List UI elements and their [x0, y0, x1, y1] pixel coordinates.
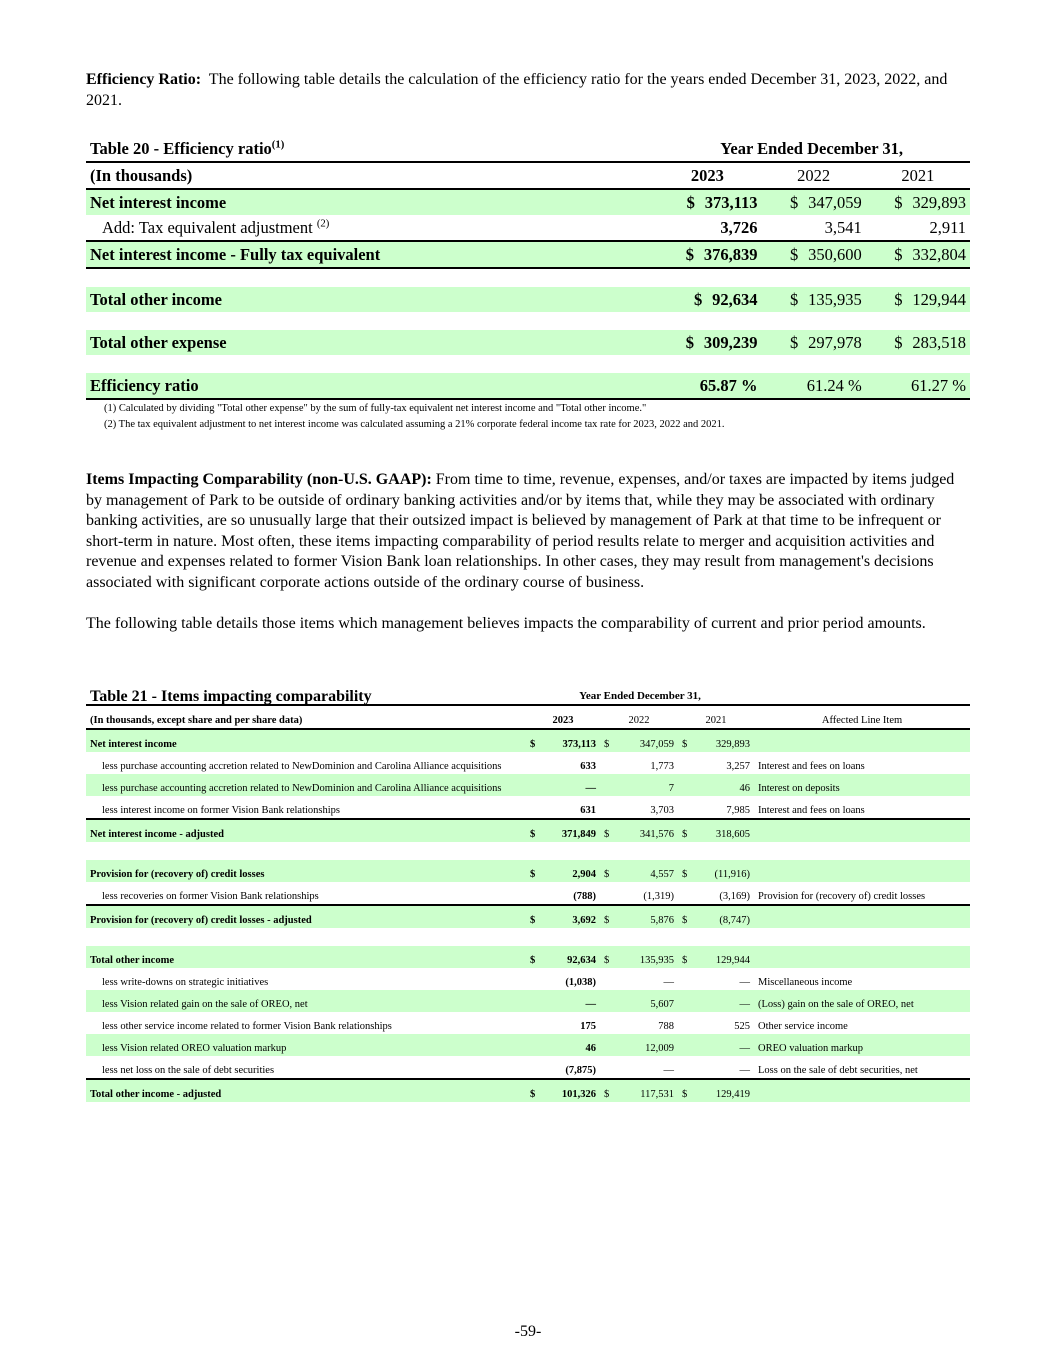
row-label: less Vision related gain on the sale of OREO, net [86, 990, 526, 1012]
table-21 [86, 680, 970, 1102]
cell-2023: $ 3,692 [526, 905, 600, 928]
table-row [86, 1012, 970, 1034]
table20-footnote-2: (2) The tax equivalent adjustment to net interest income was calculated assuming a 21% corporate federal income tax rate for 2023, 2022 and 2021. [104, 419, 725, 430]
table20-row-efficiency [86, 373, 970, 399]
cell-2023: 175 [580, 1021, 596, 1032]
table21-year-2023: 2023 [526, 705, 600, 729]
cell-2022: 12,009 [600, 1034, 678, 1056]
affected-line-item [754, 729, 970, 752]
cell-2023: $ 309,239 [653, 330, 761, 355]
affected-line-item [754, 819, 970, 842]
table21-year-2021: 2021 [678, 705, 754, 729]
cell-2023: 46 [526, 1034, 600, 1056]
cell-2023: (1,038) [565, 977, 596, 988]
cell-2023: $ 92,634 [526, 946, 600, 968]
cell-2023: (788) [573, 891, 596, 902]
row-label: less other service income related to former Vision Bank relationships [102, 1021, 392, 1032]
cell-2022: $ 350,600 [762, 241, 866, 268]
row-label: Add: Tax equivalent adjustment $^{(2)}$ [86, 215, 653, 241]
comparability-text: From time to time, revenue, expenses, and/or taxes are impacted by items judged by management of Park to be outside of ordinary banking activities and/or by items that, while they may be associated with ordinary banking activities, are so unusually large that their outsized impact is believed by management of Park at that time to be infrequent or short-term in nature. Most often, these items impacting comparability of period results relate to merger and acquisition activities and revenue and expenses related to former Vision Bank loan relationships. In other cases, they may result from management's decisions associated with significant corporate actions outside of the ordinary course of business. [86, 471, 955, 591]
table-row [86, 1034, 970, 1056]
table20-unit-label: (In thousands) [86, 162, 653, 189]
table20-year-2022: 2022 [762, 162, 866, 189]
affected-line-item: Interest on deposits [754, 774, 970, 796]
row-label: Efficiency ratio [86, 373, 653, 399]
cell-2022: $ 135,935 [762, 287, 866, 312]
table-row [86, 819, 970, 842]
cell-2022: $ 297,978 [762, 330, 866, 355]
cell-2022: $ 5,876 [600, 905, 678, 928]
table-row [86, 729, 970, 752]
cell-2023: 631 [580, 805, 596, 816]
row-label: less purchase accounting accretion related to NewDominion and Carolina Alliance acquisitions [86, 774, 526, 796]
cell-2023: 3,726 [653, 215, 761, 241]
row-label: Total other income [86, 287, 653, 312]
table20-row-other-expense [86, 330, 970, 355]
efficiency-heading: Efficiency Ratio: [86, 71, 202, 88]
table-row [86, 1079, 970, 1102]
row-label: less interest income on former Vision Bank relationships [102, 805, 341, 816]
affected-line-item: Other service income [758, 1021, 848, 1032]
table-row [86, 860, 970, 882]
table21-year-2022: 2022 [600, 705, 678, 729]
table-row [86, 1056, 970, 1079]
cell-2022: $ 347,059 [600, 729, 678, 752]
table20-row-nii [86, 189, 970, 215]
affected-line-item: (Loss) gain on the sale of OREO, net [754, 990, 970, 1012]
cell-2021: — [739, 977, 751, 988]
cell-2022: 788 [658, 1021, 674, 1032]
cell-2023: — [526, 774, 600, 796]
cell-2022: $ 4,557 [600, 860, 678, 882]
cell-2023: (7,875) [565, 1065, 596, 1076]
affected-line-item [754, 905, 970, 928]
table-row [86, 990, 970, 1012]
row-label: Net interest income [86, 189, 653, 215]
affected-line-item [754, 946, 970, 968]
cell-2021: $ 329,893 [866, 189, 970, 215]
cell-2021: — [739, 1065, 751, 1076]
cell-2022: 61.24 % [762, 373, 866, 399]
row-label: Provision for (recovery of) credit losses - adjusted [86, 905, 526, 928]
comparability-intro [86, 470, 970, 593]
table-row [86, 882, 970, 905]
affected-line-item: Loss on the sale of debt securities, net [758, 1065, 918, 1076]
table20-row-tax-adj [86, 215, 970, 241]
cell-2021: 525 [734, 1021, 751, 1032]
row-label: Total other income - adjusted [86, 1079, 526, 1102]
cell-2023: $ 373,113 [653, 189, 761, 215]
cell-2022: — [663, 977, 674, 988]
cell-2021: $ 129,419 [678, 1079, 754, 1102]
cell-2022: 5,607 [600, 990, 678, 1012]
cell-2022: 7 [600, 774, 678, 796]
cell-2022: — [663, 1065, 674, 1076]
cell-2022: $ 347,059 [762, 189, 866, 215]
row-label: less Vision related OREO valuation markup [86, 1034, 526, 1056]
efficiency-intro [86, 70, 970, 111]
row-label: less recoveries on former Vision Bank relationships [102, 891, 319, 902]
table20-period-header: Year Ended December 31, [720, 138, 903, 158]
cell-2021: $ 129,944 [678, 946, 754, 968]
cell-2021: $ 129,944 [866, 287, 970, 312]
table20-row-nii-fte [86, 241, 970, 268]
cell-2022: 3,703 [650, 805, 674, 816]
row-label: less purchase accounting accretion related to NewDominion and Carolina Alliance acquisitions [102, 761, 502, 772]
table20-row-other-income [86, 287, 970, 312]
table-row [86, 774, 970, 796]
cell-2023: $ 371,849 [526, 819, 600, 842]
page-number: -59- [514, 1323, 542, 1340]
row-label: Total other expense [86, 330, 653, 355]
cell-2021: — [678, 1034, 754, 1056]
cell-2021: $ (8,747) [678, 905, 754, 928]
cell-2023: $ 101,326 [526, 1079, 600, 1102]
table20-footnote-1: (1) Calculated by dividing "Total other expense" by the sum of fully-tax equivalent net interest income and "Total other income." [104, 403, 647, 414]
table21-period-header: Year Ended December 31, [579, 690, 701, 702]
table-row [86, 752, 970, 774]
cell-2022: $ 117,531 [600, 1079, 678, 1102]
cell-2023: $ 376,839 [653, 241, 761, 268]
cell-2021: 3,257 [726, 761, 751, 772]
cell-2022: $ 341,576 [600, 819, 678, 842]
row-label: Net interest income - Fully tax equivalent [86, 241, 653, 268]
cell-2022: 3,541 [762, 215, 866, 241]
comparability-heading: Items Impacting Comparability (non-U.S. GAAP): [86, 471, 432, 488]
affected-line-item: Provision for (recovery of) credit losses [758, 891, 926, 902]
cell-2023: $ 373,113 [526, 729, 600, 752]
cell-2022: (1,319) [643, 891, 674, 902]
cell-2021: $ 283,518 [866, 330, 970, 355]
comparability-followup: The following table details those items which management believes impacts the comparability of current and prior period amounts. [86, 615, 926, 632]
table21-affected-header: Affected Line Item [754, 705, 970, 729]
cell-2021: $ (11,916) [678, 860, 754, 882]
row-label: Net interest income - adjusted [86, 819, 526, 842]
cell-2021: — [678, 990, 754, 1012]
row-label: Provision for (recovery of) credit losses [86, 860, 526, 882]
table-row [86, 968, 970, 990]
cell-2021: 7,985 [726, 805, 751, 816]
table-row [86, 796, 970, 819]
cell-2021: $ 318,605 [678, 819, 754, 842]
table20-year-2021: 2021 [866, 162, 970, 189]
affected-line-item [754, 860, 970, 882]
row-label: less write-downs on strategic initiatives [102, 977, 269, 988]
cell-2021: 2,911 [866, 215, 970, 241]
table20-title: Table 20 - Efficiency ratio$^{(1)}$ [90, 138, 285, 158]
affected-line-item: OREO valuation markup [754, 1034, 970, 1056]
row-label: Total other income [86, 946, 526, 968]
cell-2023: $ 92,634 [653, 287, 761, 312]
row-label: Net interest income [86, 729, 526, 752]
affected-line-item: Interest and fees on loans [758, 761, 865, 772]
cell-2023: 633 [580, 761, 596, 772]
cell-2023: — [526, 990, 600, 1012]
cell-2021: (3,169) [719, 891, 751, 902]
table21-title: Table 21 - Items impacting comparability [90, 688, 372, 705]
cell-2022: $ 135,935 [600, 946, 678, 968]
table-20 [86, 136, 970, 433]
cell-2022: 1,773 [650, 761, 674, 772]
cell-2021: 46 [678, 774, 754, 796]
affected-line-item: Interest and fees on loans [758, 805, 865, 816]
cell-2023: 65.87 % [653, 373, 761, 399]
affected-line-item [754, 1079, 970, 1102]
cell-2023: $ 2,904 [526, 860, 600, 882]
table-row [86, 946, 970, 968]
cell-2021: $ 329,893 [678, 729, 754, 752]
affected-line-item: Miscellaneous income [758, 977, 853, 988]
efficiency-text: The following table details the calculation of the efficiency ratio for the years ended December 31, 2023, 2022, and 2021. [86, 71, 948, 109]
cell-2021: $ 332,804 [866, 241, 970, 268]
table20-year-2023: 2023 [653, 162, 761, 189]
cell-2021: 61.27 % [866, 373, 970, 399]
table-row [86, 905, 970, 928]
row-label: less net loss on the sale of debt securities [102, 1065, 275, 1076]
table21-unit-label: (In thousands, except share and per share data) [86, 705, 526, 729]
